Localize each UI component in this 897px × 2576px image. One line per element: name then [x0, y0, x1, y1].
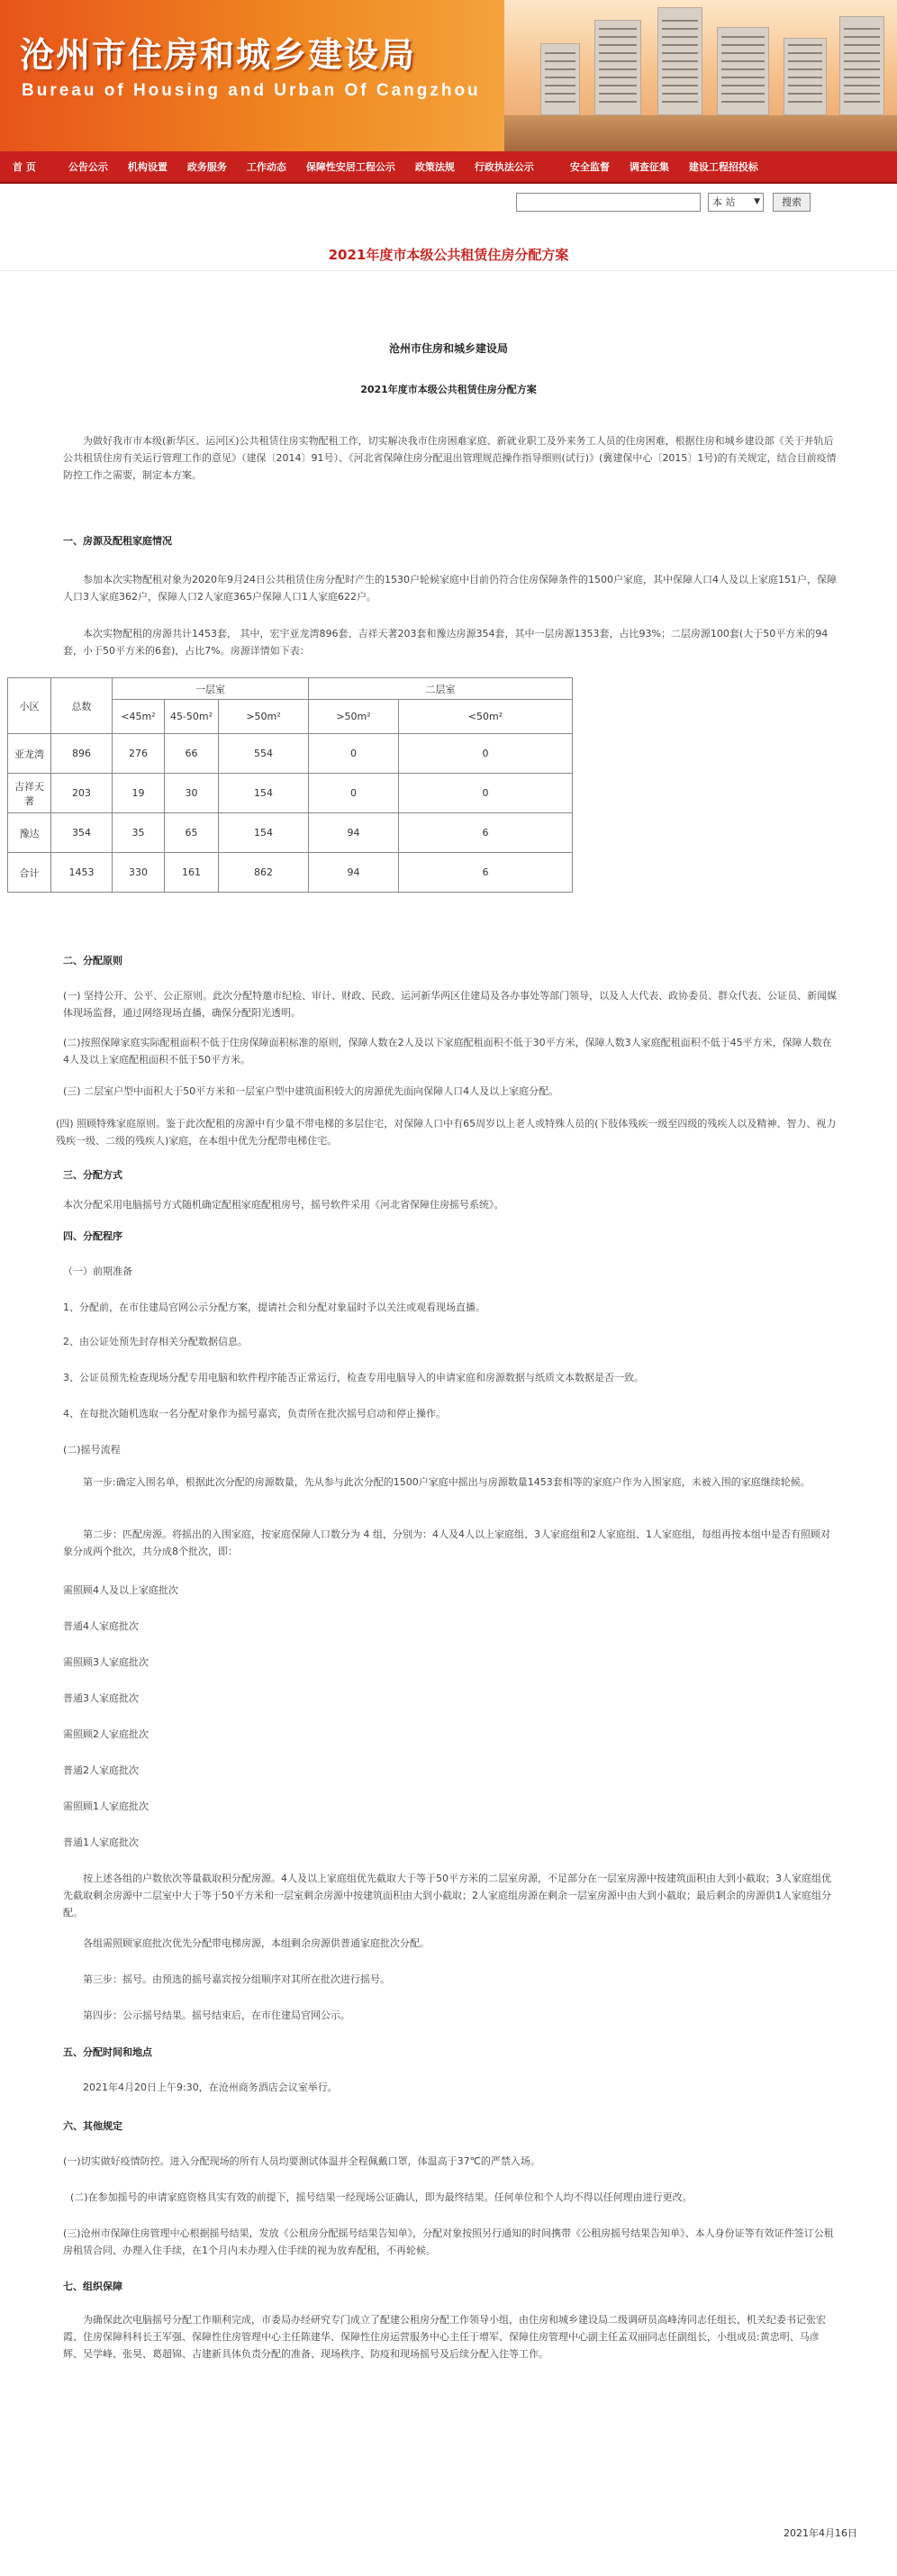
nav-news[interactable]: 工作动态 — [246, 161, 286, 173]
divider — [0, 270, 897, 271]
paragraph: (二)在参加摇号的申请家庭资格具实有效的前提下，摇号结果一经现场公证确认，即为最终结果。任何单位和个人均不得以任何理由进行更改。 — [70, 2191, 693, 2203]
batch-item: 需照顾3人家庭批次 — [63, 1656, 149, 1668]
batch-item: 普通2人家庭批次 — [63, 1764, 139, 1776]
table-cell: 330 — [113, 853, 165, 893]
article-org: 沧州市住房和城乡建设局 — [388, 342, 508, 355]
building — [784, 38, 827, 115]
table-header: 二层室 — [309, 678, 573, 700]
site-title-en: Bureau of Housing and Urban Of Cangzhou — [22, 81, 481, 100]
publish-date: 2021年4月16日 — [784, 2527, 857, 2539]
nav-services[interactable]: 政务服务 — [186, 161, 227, 173]
table-cell: 30 — [165, 774, 219, 813]
nav-organization[interactable]: 机构设置 — [127, 161, 168, 173]
table-header: 小区 — [8, 678, 51, 734]
table-header: <45m² — [113, 700, 165, 734]
building — [540, 43, 580, 115]
subsection-heading: (二)摇号流程 — [63, 1444, 121, 1456]
table-header: 一层室 — [113, 678, 309, 700]
paragraph: (三)沧州市保障住房管理中心根据摇号结果，发放《公租房分配摇号结果告知单》，分配对象按照另行通知的时间携带《公租房摇号结果告知单》、本人身份证等有效证件签订公租房租赁合同、办理入住手续，在1个月内未办理入住手续的视为放弃配租，不再轮候。 — [63, 2227, 834, 2256]
main-nav — [0, 151, 897, 184]
table-cell: 161 — [165, 853, 219, 893]
building — [594, 20, 641, 115]
banner-water — [504, 115, 897, 151]
search-bar — [0, 191, 897, 214]
paragraph: 第二步：匹配房源。将摇出的入围家庭，按家庭保障人口数分为 4 组，分别为：4人及4人以上家庭组、3人家庭组和2人家庭组、1人家庭组，每组再按本组中是否有照顾对象分成两个批次，共分成8个批次，即： — [63, 1528, 830, 1557]
paragraph: 2、由公证处预先封存相关分配数据信息。 — [63, 1336, 248, 1347]
table-cell: 276 — [113, 734, 165, 774]
section-heading: 二、分配原则 — [63, 955, 122, 966]
table-cell: 0 — [399, 774, 573, 813]
section-heading: 六、其他规定 — [63, 2120, 122, 2132]
nav-survey[interactable]: 调查征集 — [629, 161, 669, 173]
paragraph: 4、在每批次随机选取一名分配对象作为摇号嘉宾，负责所在批次摇号启动和停止操作。 — [63, 1408, 446, 1420]
section-heading: 三、分配方式 — [63, 1169, 122, 1181]
nav-bidding[interactable]: 建设工程招投标 — [688, 161, 758, 173]
paragraph: 按上述各组的户数依次等量截取积分配房源。4人及以上家庭组优先截取大于等于50平方米的二层室房源，不足部分在一层室房源中按建筑面积由大到小截取；3人家庭组优先截取剩余房源中二层室中大于等于50平方米和一层室剩余房源中按建筑面积由大到小截取；2人家庭组房源在剩余一层室房源中由大到小截取；最后剩余的房源供1人家庭组分配。 — [63, 1873, 831, 1918]
table-row — [8, 853, 573, 893]
search-button[interactable]: 搜索 — [773, 193, 811, 212]
table-cell: 896 — [51, 734, 113, 774]
article-title: 2021年度市本级公共租赁住房分配方案 — [328, 247, 569, 263]
paragraph: (一)切实做好疫情防控。进入分配现场的所有人员均要测试体温并全程佩戴口罩，体温高于37℃的严禁入场。 — [63, 2155, 540, 2167]
batch-item: 需照顾1人家庭批次 — [63, 1800, 149, 1812]
table-cell: 6 — [399, 813, 573, 853]
paragraph: 第一步:确定入围名单，根据此次分配的房源数量，先从参与此次分配的1500户家庭中摇出与房源数量1453套相等的家庭户作为入围家庭，未被入围的家庭继续轮候。 — [83, 1476, 811, 1488]
table-header: <50m² — [399, 700, 573, 734]
paragraph: (四) 照顾特殊家庭原则。鉴于此次配租的房源中有少量不带电梯的多层住宅，对保障人口中有65周岁以上老人或特殊人员的(下肢体残疾一级至四级的残疾人以及精神、智力、视力残疾一级、二级的残疾人)家庭，在本组中优先分配带电梯住宅。 — [56, 1118, 837, 1147]
section-heading: 四、分配程序 — [63, 1230, 122, 1242]
paragraph: 3、公证员预先检查现场分配专用电脑和软件程序能否正常运行，检查专用电脑导入的申请家庭和房源数据与纸质文本数据是否一致。 — [63, 1372, 644, 1383]
paragraph: 第三步：摇号。由预选的摇号嘉宾按分组顺序对其所在批次进行摇号。 — [83, 1973, 390, 1985]
table-cell: 19 — [113, 774, 165, 813]
table-cell: 6 — [399, 853, 573, 893]
building — [839, 16, 884, 115]
table-cell: 66 — [165, 734, 219, 774]
table-cell: 1453 — [51, 853, 113, 893]
nav-safety[interactable]: 安全监督 — [569, 161, 610, 173]
site-title: 沧州市住房和城乡建设局 — [20, 34, 417, 75]
nav-home[interactable]: 首 页 — [13, 161, 36, 173]
chevron-down-icon: ▼ — [754, 197, 760, 206]
section-heading: 一、房源及配租家庭情况 — [63, 535, 172, 547]
paragraph: (三) 二层室户型中面积大于50平方米和一层室户型中建筑面积较大的房源优先面向保障人口4人及以上家庭分配。 — [63, 1085, 559, 1097]
intro-paragraph: 为做好我市市本级(新华区、运河区)公共租赁住房实物配租工作，切实解决我市住房困难家庭、新就业职工及外来务工人员的住房困难，根据住房和城乡建设部《关于并轨后公共租赁住房有关运行管理工作的意见》（建保〔2014〕91号）、《河北省保障住房分配退出管理规范操作指导细则(试行)》(冀建保中心〔2015〕1号)的有关规定，结合目前疫情防控工作之需要，制定本方案。 — [63, 435, 837, 481]
batch-item: 普通1人家庭批次 — [63, 1837, 139, 1848]
table-cell: 862 — [219, 853, 309, 893]
table-row — [8, 774, 573, 813]
paragraph: (二)按照保障家庭实际配租面积不低于住房保障面积标准的原则，保障人数在2人及以下家庭配租面积不低于30平方米，保障人数3人家庭配租面积不低于45平方米，保障人数在4人及以上家庭配租面积不低于50平方米。 — [63, 1037, 832, 1066]
table-cell: 354 — [51, 813, 113, 853]
nav-housing-projects[interactable]: 保障性安居工程公示 — [305, 161, 395, 173]
table-cell: 合计 — [8, 853, 51, 893]
banner — [0, 0, 897, 151]
subsection-heading: （一）前期准备 — [63, 1265, 132, 1277]
paragraph: 1、分配前，在市住建局官网公示分配方案，提请社会和分配对象届时予以关注或观看现场直播。 — [63, 1302, 485, 1313]
nav-law-enforcement[interactable]: 行政执法公示 — [474, 161, 534, 173]
table-cell: 65 — [165, 813, 219, 853]
batch-item: 普通4人家庭批次 — [63, 1620, 139, 1632]
paragraph: 各组需照顾家庭批次优先分配带电梯房源，本组剩余房源供普通家庭批次分配。 — [83, 1937, 430, 1949]
building — [657, 7, 702, 115]
table-cell: 亚龙湾 — [8, 734, 51, 774]
table-header: >50m² — [219, 700, 309, 734]
table-cell: 203 — [51, 774, 113, 813]
section-heading: 五、分配时间和地点 — [63, 2046, 152, 2058]
table-cell: 94 — [309, 853, 399, 893]
table-row — [8, 813, 573, 853]
table-cell: 554 — [219, 734, 309, 774]
batch-item: 需照顾4人及以上家庭批次 — [63, 1584, 178, 1596]
table-cell: 0 — [309, 734, 399, 774]
search-scope-label: 本 站 — [712, 196, 736, 208]
table-cell: 154 — [219, 813, 309, 853]
paragraph: (一) 坚持公开、公平、公正原则。此次分配特邀市纪检、审计、财政、民政、运河新华两区住建局及各办事处等部门领导，以及人大代表、政协委员、群众代表、公证员、新闻媒体现场监督，通过网络现场直播，确保分配阳光透明。 — [63, 990, 838, 1019]
table-header: 45-50m² — [165, 700, 219, 734]
table-cell: 94 — [309, 813, 399, 853]
paragraph: 第四步：公示摇号结果。摇号结束后，在市住建局官网公示。 — [83, 2009, 350, 2021]
table-cell: 豫达 — [8, 813, 51, 853]
table-cell: 吉祥天著 — [8, 774, 51, 813]
nav-announcements[interactable]: 公告公示 — [68, 161, 108, 173]
table-cell: 0 — [399, 734, 573, 774]
table-row — [8, 734, 573, 774]
paragraph: 2021年4月20日上午9:30，在沧州商务酒店会议室举行。 — [83, 2082, 338, 2093]
paragraph: 为确保此次电脑摇号分配工作顺利完成，市委局办经研究专门成立了配建公租房分配工作领导小组，由住房和城乡建设局二级调研员高峰涛同志任组长，机关纪委书记张宏霞、住房保障科科长王军强、保障性住房管理中心主任陈建华、保障性住房运营服务中心主任于增军、保障住房管理中心副主任孟双丽同志任副组长，小组成员:黄忠明、马彦辉、吴学峰、张昊、葛超锦、吉建新具体负责分配的准备、现场秩序、防疫和现场摇号及后续分配入住等工作。 — [63, 2314, 826, 2360]
paragraph: 本次实物配租的房源共计1453套， 其中，宏宇亚龙湾896套、吉祥天著203套和豫达房源354套，其中一层房源1353套，占比93%；二层房源100套(大于50平方米的94套，小于50平方米的6套)，占比7%。房源详情如下表： — [63, 628, 829, 657]
table-header: 总数 — [51, 678, 113, 734]
batch-item: 普通3人家庭批次 — [63, 1692, 139, 1704]
building — [717, 27, 769, 115]
table-cell: 0 — [309, 774, 399, 813]
article-subtitle: 2021年度市本级公共租赁住房分配方案 — [360, 384, 537, 395]
search-scope-select[interactable] — [708, 193, 764, 212]
nav-policies[interactable]: 政策法规 — [414, 161, 455, 173]
housing-table — [7, 677, 573, 893]
table-header: >50m² — [309, 700, 399, 734]
batch-item: 需照顾2人家庭批次 — [63, 1728, 149, 1740]
section-heading: 七、组织保障 — [63, 2281, 122, 2292]
table-cell: 35 — [113, 813, 165, 853]
table-cell: 154 — [219, 774, 309, 813]
paragraph: 本次分配采用电脑摇号方式随机确定配租家庭配租房号，摇号软件采用《河北省保障住房摇号系统》。 — [63, 1199, 504, 1211]
paragraph: 参加本次实物配租对象为2020年9月24日公共租赁住房分配时产生的1530户轮候家庭中目前仍符合住房保障条件的1500户家庭，其中保障人口4人及以上家庭151户，保障人口3人家庭362户，保障人口2人家庭365户保障人口1人家庭622户。 — [63, 574, 837, 603]
search-input[interactable] — [516, 193, 701, 212]
